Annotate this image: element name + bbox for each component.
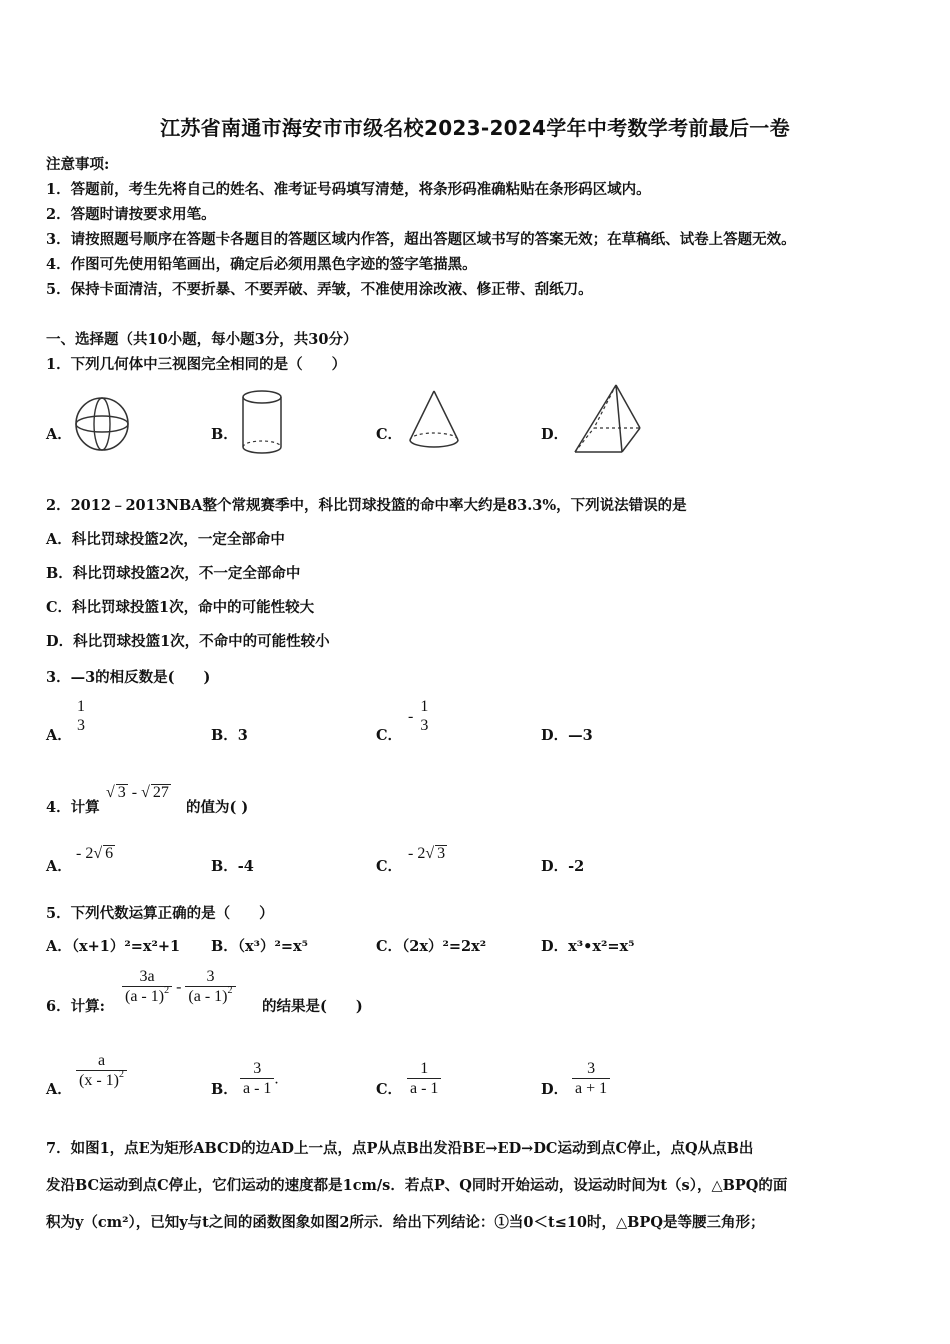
q5-option-c: C．（2x）²=2x² (376, 938, 487, 955)
cylinder-icon (240, 388, 286, 456)
q3-a-numerator: 1 (77, 698, 85, 715)
page-title: 江苏省南通市海安市市级名校2023-2024学年中考数学考前最后一卷 (160, 116, 790, 140)
q4-suffix: 的值为( ) (186, 799, 249, 816)
q3-a-denominator: 3 (77, 717, 85, 735)
q7-line-3: 积为y（cm²），已知y与t之间的函数图象如图2所示．给出下列结论：①当0＜t≤10时，△BPQ是等腰三角形； (46, 1214, 765, 1231)
q6-option-b-label: B． (211, 1081, 238, 1098)
q3-c-sign: - (408, 707, 414, 725)
q3-option-a-label: A． (46, 727, 72, 744)
q6-option-b-fraction (240, 1060, 278, 1099)
q4-a-radicand: 6 (105, 845, 114, 862)
q4-prefix: 4．计算 (46, 799, 100, 816)
q6-b-numerator: 3 (240, 1060, 274, 1079)
q3-option-d: D．—3 (541, 727, 593, 744)
q3-option-c-fraction (408, 698, 431, 736)
q6-suffix: 的结果是( ) (262, 998, 363, 1015)
q5-stem: 5．下列代数运算正确的是（ ） (46, 905, 274, 922)
q6-a-numerator: a (76, 1052, 127, 1071)
q3-option-a-fraction (74, 698, 88, 736)
q4-c-radicand: 3 (437, 845, 446, 862)
q6-minus: - (176, 978, 182, 996)
q7-line-1: 7．如图1，点E为矩形ABCD的边AD上一点，点P从点B出发沿BE→ED→DC运动到点C停止，点Q从点B出 (46, 1140, 754, 1157)
q4-option-d: D．-2 (541, 858, 585, 875)
pyramid-icon (572, 382, 644, 458)
q6-option-d-label: D． (541, 1081, 569, 1098)
q4-option-c-label: C． (376, 858, 403, 875)
q6-option-c-fraction (407, 1060, 441, 1099)
q6-numerator-2: 3 (185, 968, 235, 987)
q2-option-a: A．科比罚球投篮2次，一定全部命中 (46, 531, 285, 548)
q1-stem: 1．下列几何体中三视图完全相同的是（ ） (46, 356, 347, 373)
q3-stem: 3．—3的相反数是( ) (46, 669, 211, 686)
q4-a-coef: - 2 (76, 845, 94, 862)
q3-option-b: B．3 (211, 727, 248, 744)
q2-option-b: B．科比罚球投篮2次，不一定全部命中 (46, 565, 301, 582)
cone-icon (406, 388, 464, 452)
q1-option-c-label: C． (376, 426, 403, 443)
sphere-icon (74, 394, 132, 454)
q2-option-d: D．科比罚球投篮1次，不命中的可能性较小 (46, 633, 330, 650)
q3-option-c-label: C． (376, 727, 403, 744)
q7-line-2: 发沿BC运动到点C停止，它们运动的速度都是1cm/s．若点P、Q同时开始运动，设运动时间为t（s），△BPQ的面 (46, 1177, 788, 1194)
q4-expression: √ 3 - √ 27 (106, 784, 169, 801)
q6-exponent-2: 2 (227, 985, 233, 997)
notice-item-2: 2．答题时请按要求用笔。 (46, 206, 216, 223)
q2-option-c: C．科比罚球投篮1次，命中的可能性较大 (46, 599, 315, 616)
q6-c-denominator: a - 1 (410, 1080, 439, 1098)
q6-b-period: . (274, 1070, 279, 1088)
q6-option-a-fraction (76, 1052, 127, 1091)
notice-item-3: 3．请按照题号顺序在答题卡各题目的答题区域内作答，超出答题区域书写的答案无效；在草稿纸、试卷上答题无效。 (46, 231, 796, 248)
q4-c-coef: - 2 (408, 845, 426, 862)
q2-stem: 2．2012﹣2013NBA整个常规赛季中，科比罚球投篮的命中率大约是83.3%，下列说法错误的是 (46, 497, 687, 514)
q3-c-denominator: 3 (420, 717, 429, 735)
q6-prefix: 6．计算: (46, 998, 105, 1015)
q6-denominator-1: (a - 1) (125, 988, 165, 1006)
q4-option-c-value: - 2√ 3 (408, 845, 446, 862)
q6-option-a-label: A． (46, 1081, 72, 1098)
q6-a-exponent: 2 (118, 1069, 124, 1081)
notice-heading: 注意事项: (46, 156, 110, 173)
q6-expression (122, 968, 236, 1007)
q4-radicand-1: 3 (117, 784, 126, 801)
q6-option-d-fraction (572, 1060, 610, 1099)
q5-option-b: B．（x³）²=x⁵ (211, 938, 308, 955)
q6-c-numerator: 1 (407, 1060, 441, 1079)
q4-option-a-value: - 2√ 6 (76, 845, 114, 862)
q6-denominator-2: (a - 1) (188, 988, 228, 1006)
q3-c-numerator: 1 (420, 698, 429, 715)
notice-item-5: 5．保持卡面清洁，不要折暴、不要弄破、弄皱，不准使用涂改液、修正带、刮纸刀。 (46, 281, 593, 298)
q5-option-a: A．（x+1）²=x²+1 (46, 938, 181, 955)
q1-option-a-label: A． (46, 426, 72, 443)
q6-a-denominator: (x - 1) (79, 1072, 119, 1090)
q6-exponent-1: 2 (164, 985, 170, 997)
q1-option-b-label: B． (211, 426, 238, 443)
q5-option-d: D．x³•x²=x⁵ (541, 938, 635, 955)
q6-d-numerator: 3 (572, 1060, 610, 1079)
notice-item-4: 4．作图可先使用铅笔画出，确定后必须用黑色字迹的签字笔描黑。 (46, 256, 477, 273)
q4-radicand-2: 27 (152, 784, 169, 801)
q1-option-d-label: D． (541, 426, 569, 443)
q4-option-b: B．-4 (211, 858, 254, 875)
notice-item-1: 1．答题前，考生先将自己的姓名、准考证号码填写清楚，将条形码准确粘贴在条形码区域内。 (46, 181, 651, 198)
q6-b-denominator: a - 1 (243, 1080, 272, 1098)
q6-option-c-label: C． (376, 1081, 403, 1098)
q6-numerator-1: 3a (122, 968, 172, 987)
q6-d-denominator: a + 1 (575, 1080, 608, 1098)
q4-minus: - (131, 784, 138, 801)
q4-option-a-label: A． (46, 858, 72, 875)
section-heading: 一、选择题（共10小题，每小题3分，共30分） (46, 331, 358, 348)
